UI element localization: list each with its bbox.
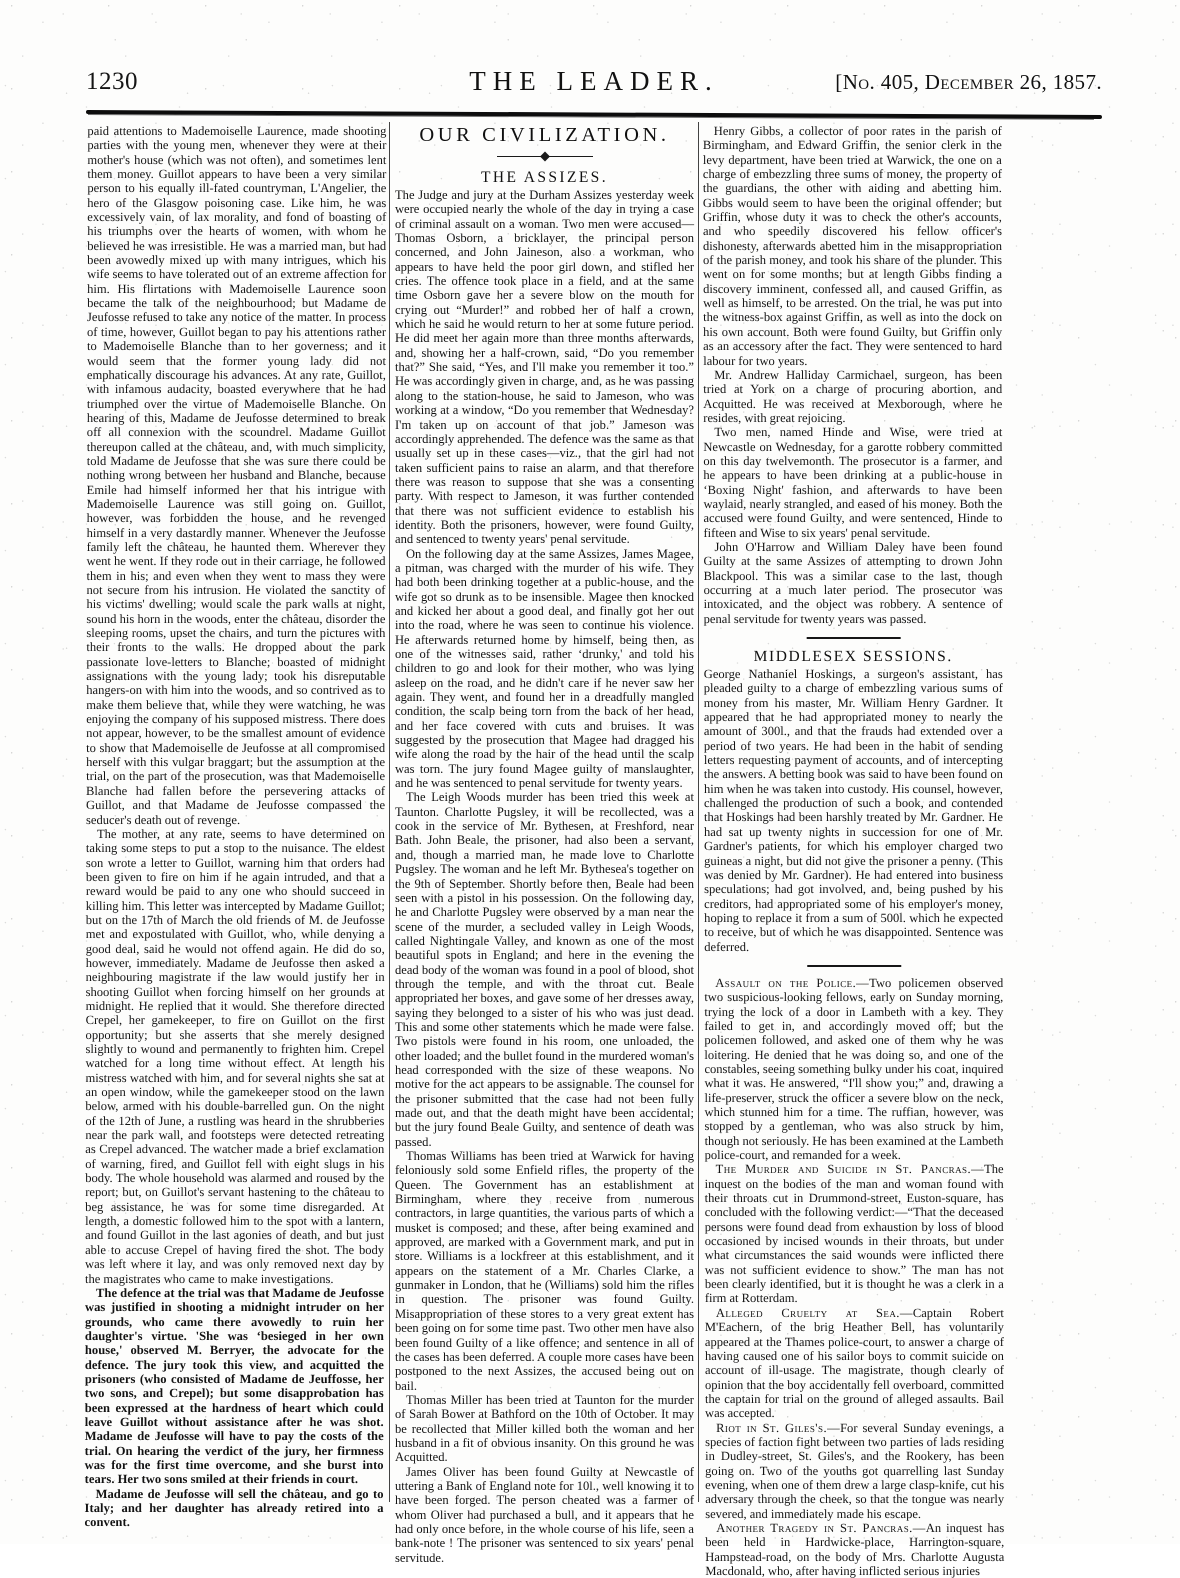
article-paragraph bbox=[704, 976, 1003, 1162]
text-column-2 bbox=[395, 120, 694, 1565]
paragraph-lead-in: Riot in St. Giles's.— bbox=[716, 1420, 841, 1435]
text-column-3 bbox=[702, 120, 1005, 1578]
article-paragraph: The Judge and jury at the Durham Assizes yesterday week were occupied nearly the whole of the day in trying a case of criminal assault on a woman. Two men were accused—Thomas Osborn, a bricklayer, the principal person concerned, and John Jaineson, also a workman, who appears to have held the poor girl down, and stifled her cries. The offence took place in a field, and at the same time Osborn gave her a severe blow on the mouth for crying out “Murder!” and robbed her of half a crown, which he said he would return to her at some future period. He did meet her again more than three months afterwards, and, showing her a half-crown, said, “Do you remember that?” She said, “Yes, and I'll make you remember it too.” He was accordingly given in charge, and, as he was passing along to the station-house, he said to Jameson, who was working at a window, “Do you remember that Wednesday? I'm taken up on account of that job.” Jameson was accordingly apprehended. The defence was the same as that usually set up in these cases—viz., that the girl had not taken sufficient pains to raise an alarm, and that therefore there was reason to suppose that she was a consenting party. With respect to Jameson, it was further contended that there was not sufficient evidence to establish his identity. Both the prisoners, however, were found Guilty, and sentenced to twenty years' penal servitude. bbox=[395, 188, 694, 547]
sub-heading: MIDDLESEX SESSIONS. bbox=[753, 648, 953, 666]
paragraph-text: Captain Robert M'Eachern, of the brig Heather Bell, has voluntarily appeared at the Thames police-court, to answer a charge of having caused one of his sailor boys to commit suicide on account of ill-usage. The magistrate, though clearly of opinion that the boy accidentally fell overboard, committed the captain for trial on the ground of alleged assaults. Bail was accepted. bbox=[704, 1305, 1005, 1421]
article-paragraph: On the following day at the same Assizes, James Magee, a pitman, was charged with the murder of his wife. They had both been drinking together at a public-house, and the wife got so drunk as to be insensible. Magee then knocked and kicked her about a good deal, and finally got her out into the road, where he was seen to continue his violence. He afterwards returned home by himself, being then, as one of the witnesses said, rather ‘drunky,' and told his children to go and look for their mother, who was lying asleep on the road, and he didn't care if he never saw her again. They went, and found her in a dreadfully mangled condition, the scalp being torn from the back of her head, and her face covered with cuts and bruises. It was suggested by the prosecution that Magee had dragged his wife along the road by the hair of the head until the scalp was torn. The jury found Magee guilty of manslaughter, and he was sentenced to penal servitude for twenty years. bbox=[395, 546, 694, 791]
article-paragraph: Thomas Williams has been tried at Warwick for having feloniously sold some Enfield rifles, the property of the Queen. The Government has an establishment at Birmingham, where they receive from numerous contractors, in large quantities, the various parts of which a musket is composed; and these, after being examined and approved, are marked with a Government mark, and put in store. Williams is a lockfreer at this establishment, and it appears on the statement of a Mr. Charles Clarke, a gunmaker in London, that he (Williams) sold him the rifles in question. The prisoner was found Guilty. Misappropriation of these stores to a very great extent has been going on for some time past. Two other men have also been found Guilty of a like offence; and sentence in all of the cases has been deferred. A couple more cases have been postponed to the next Assizes, the accused being out on bail. bbox=[395, 1149, 694, 1393]
sub-heading: THE ASSIZES. bbox=[481, 169, 608, 186]
publication-title: THE LEADER. bbox=[469, 66, 719, 96]
article-paragraph: John O'Harrow and William Daley have been found Guilty at the same Assizes of attempting to drown John Blackpool. This was a similar case to the last, though occurring at a much later period. The prosecutor was intoxicated, and the object was robbery. A sentence of penal servitude for twenty years was passed. bbox=[703, 539, 1003, 626]
section-heading: OUR CIVILIZATION. bbox=[419, 124, 670, 146]
article-paragraph: paid attentions to Mademoiselle Laurence, made shooting parties with the young men, whenever they were at their mother's house (which was not often), and sometimes lent them money. Guillot appears to have been a very similar person to his equally ill-fated countryman, L'Angelier, the hero of the Glasgow poisoning case. Like him, he was excessively vain, of lax morality, and fond of boasting of his triumphs over the hearts of women, with whom he believed he was irresistible. He was a married man, but had been avowedly mixed up with many intrigues, which his wife seems to have tolerated out of an extreme affection for him. His flirtations with Mademoiselle Laurence soon became the talk of the neighbourhood; but Madame de Jeufosse refused to take any notice of the matter. In process of time, however, Guillot began to pay his attentions rather to Mademoiselle Blanche than to her governess; and it would seem that the former young lady did not emphatically discourage his advances. At any rate, Guillot, with infamous audacity, boasted everywhere that he had triumphed over the virtue of Mademoiselle Blanche. On hearing of this, Madame de Jeufosse determined to break off all connexion with the scoundrel. Madame Guillot thereupon called at the château, and, with much simplicity, told Madame de Jeufosse that she was sure there could be nothing wrong between her husband and Blanche, because Emile had himself informed her that his intrigue with Mademoiselle Laurence was still going on. Guillot, however, was forbidden the house, and he revenged himself in a very dastardly manner. Whenever the Jeufosse family left the château, he haunted them. Wherever they went he went. If they rode out in their carriage, he followed them in his; and even when they went to mass they were not secure from his intrusion. He violated the sanctity of his victims' dwelling; would scale the park walls at night, sound his horn in the woods, enter the château, disorder the sleeping rooms, upset the chairs, and turn the pictures with their fronts to the walls. He dropped about the park passionate love-letters to Blanche; boasted of midnight assignations with the young lady; took his disreputable hangers-on with him into the woods, and so contrived as to make them believe that, while they were watching, he was enjoying the company of his supposed mistress. There does not appear, however, to be the smallest amount of evidence to show that Mademoiselle de Jeufosse at all compromised herself with this vulgar braggart; but the assumption at the trial, on the part of the prosecution, was that Mademoiselle Blanche had fallen before the persevering attacks of Guillot, and that Madame de Jeufosse compassed the seducer's death out of revenge. bbox=[85, 124, 387, 827]
paragraph-lead-in: Another Tragedy in St. Pancras.— bbox=[716, 1520, 926, 1535]
paragraph-text: Two policemen observed two suspicious-looking fellows, early on Sunday morning, trying the lock of a door in Lambeth with a key. They failed to get in, and accordingly moved off; but the policemen followed, and asked one of them why he was loitering. He denied that he was doing so, and one of the constables, seeing something bulky under his coat, inquired what it was. He answered, “I'll show you;” and, drawing a life-preserver, struck the officer a severe blow on the neck, which stunned him for a time. The ruffian, however, was stopped by a gentleman, who was also struck by him, though not seriously. He has been examined at the Lambeth police-court, and remanded for a week. bbox=[704, 975, 1004, 1163]
paragraph-text: An inquest has been held in Hardwicke-place, Harrington-square, Hampstead-road, on the body of Mrs. Charlotte Augusta Macdonald, who, after having inflicted serious injuries bbox=[705, 1520, 1005, 1578]
article-paragraph: Two men, named Hinde and Wise, were tried at Newcastle on Wednesday, for a garotte robbery committed on this day twelvemonth. The prosecutor is a farmer, and he appears to have been drinking at a public-house in ‘Boxing Night' fashion, and afterwards to have been waylaid, nearly strangled, and eased of his money. Both the accused were found Guilty, and were sentenced, Hinde to fifteen and Wise to six years' penal servitude. bbox=[703, 425, 1003, 540]
paragraph-lead-in: The Murder and Suicide in St. Pancras.— bbox=[715, 1162, 985, 1177]
article-paragraph: George Nathaniel Hoskings, a surgeon's assistant, has pleaded guilty to a charge of embezzling various sums of money from his master, Mr. William Henry Gardner. It appeared that he had appropriated money to nearly the amount of 300l., and that the frauds had extended over a period of two years. He had been in the habit of sending letters requesting payment of accounts, and of intercepting the answers. A betting book was said to have been found on him when he was taken into custody. His counsel, however, challenged the production of such a book, and contended that Hoskings had been harshly treated by Mr. Gardner. He had sat up twenty nights in succession for one of Mr. Gardner's patients, for which his employer charged two guineas a night, but did not give the prisoner a penny. (This was denied by Mr. Gardner). He had entered into business speculations; had got involved, and, being pushed by his creditors, had appropriated some of his employer's money, hoping to replace it from a sum of 500l. which he expected to receive, but of which he was disappointed. Sentence was deferred. bbox=[703, 667, 1004, 954]
article-paragraph: The mother, at any rate, seems to have determined on taking some steps to put a stop to the nuisance. The eldest son wrote a letter to Guillot, warning him that orders had been given to fire on him if he again intruded, and that a reward would be paid to any one who should succeed in killing him. This letter was intercepted by Madame Guillot; but on the 17th of March the old friends of M. de Jeufosse met and expostulated with Guillot, who, while denying a good deal, said he would not offend again. He did do so, however, immediately. Madame de Jeufosse then asked a neighbouring magistrate if the law would justify her in shooting Guillot when forcing himself on her grounds at midnight. He replied that it would. She therefore directed Crepel, her gamekeeper, to fire on Guillot on the first opportunity; but she asserts that she merely designed slightly to wound and permanently to frighten him. Crepel watched for a long time without effect. At length his mistress watched with him, and for several nights she sat at an open window, while the gamekeeper stood on the lawn below, armed with his double-barrelled gun. On the night of the 12th of June, a rustling was heard in the shrubberies near the park wall, and footsteps were detected retreating as Crepel advanced. The watcher made a brief exclamation of warning, fired, and Guillot fell with eight slugs in his body. The whole household was alarmed and roused by the report; but, on Guillot's servant hastening to the château to beg assistance, he was for some time disregarded. At length, a domestic followed him to the spot with a lantern, and found Guillot in the last agonies of death, and but just able to accuse Crepel of having fired the shot. The body was left where it lay, and was only removed next day by the magistrates who came to make investigations. bbox=[85, 826, 385, 1286]
column-layout bbox=[84, 120, 1102, 1578]
paragraph-lead-in: Assault on the Police.— bbox=[715, 975, 870, 990]
paragraph-text: The inquest on the bodies of the man and woman found with their throats cut in Drummond-street, Euston-square, has concluded with the following verdict:—“That the deceased persons were found dead from exhaustion by loss of blood occasioned by incised wounds in their throats, but under what circumstances the said wounds were inflicted there was not sufficient evidence to show.” The man has not been clearly identified, but it is thought he was a clerk in a firm at Rotterdam. bbox=[704, 1162, 1004, 1306]
paragraph-lead-in: Alleged Cruelty at Sea.— bbox=[715, 1305, 913, 1320]
diamond-ornament-rule bbox=[395, 150, 694, 164]
paragraph-text: For several Sunday evenings, a species of faction fight between two parties of lads residing in Dudley-street, St. Giles's, and the Rookery, has been going on. Two of the youths got quarrelling last Sunday evening, when one of them drew a large clasp-knife, cut his adversary through the cheek, so that the tongue was nearly severed, and immediately made his escape. bbox=[705, 1420, 1005, 1521]
item-separator-rule bbox=[704, 959, 1003, 972]
article-paragraph: Henry Gibbs, a collector of poor rates in the parish of Birmingham, and Edward Griffin, the senior clerk in the levy department, have been tried at Warwick, the one on a charge of embezzling three sums of money, the property of the guardians, the other with aiding and abetting him. Gibbs would seem to have been the original offender; but Griffin, whose duty it was to check the other's accounts, and who speedily discovered his fellow officer's dishonesty, afterwards abetted him in the misappropriation of the parish money, and took his share of the plunder. This went on for some months; but at length Gibbs finding a discovery imminent, confessed all, and caused Griffin, as well as himself, to be arrested. On the trial, he was put into the witness-box against Griffin, as well as into the dock on his own account. Both were found Guilty, but Griffin only as an accessory after the fact. They were sentenced to hard labour for two years. bbox=[702, 124, 1003, 368]
article-paragraph bbox=[705, 1306, 1004, 1421]
text-column-1 bbox=[84, 120, 387, 1530]
article-paragraph: James Oliver has been found Guilty at Newcastle of uttering a Bank of England note for 10l., well knowing it to have been forged. The person cheated was a farmer of whom Oliver had purchased a bull, and it appears that he had only once before, in the whole course of his life, seen a bank-note ! The prisoner was sentenced to six years' penal servitude. bbox=[395, 1464, 694, 1565]
item-separator-rule bbox=[704, 631, 1003, 644]
issue-and-date: [No. 405, December 26, 1857. bbox=[835, 70, 1102, 94]
masthead bbox=[86, 66, 1102, 112]
article-paragraph: The defence at the trial was that Madame de Jeufosse was justified in shooting a midnight intruder on her grounds, who came there avowedly to ruin her daughter's virtue. 'She was ‘besieged in her own house,' observed M. Berryer, the advocate for the defence. The jury took this view, and acquitted the prisoners (who consisted of Madame de Jeuffosse, her two sons, and Crepel); but some disapprobation has been expressed at the hardness of heart which could leave Guillot without assistance after he was shot. Madame de Jeufosse will have to pay the costs of the trial. On hearing the verdict of the jury, her firmness was for the first time overcome, and she burst into tears. Her two sons smiled at their friends in court. bbox=[84, 1285, 385, 1487]
article-paragraph bbox=[705, 1162, 1004, 1305]
page-folio-number: 1230 bbox=[86, 68, 138, 95]
column-divider-1 bbox=[385, 120, 395, 1520]
article-paragraph: The Leigh Woods murder has been tried this week at Taunton. Charlotte Pugsley, it will be recollected, was a cook in the service of Mr. Bythesen, at Freshford, near Bath. John Beale, the prisoner, had also been a servant, and, though a married man, he made love to Charlotte Pugsley. The woman and he left Mr. Bythesea's together on the 9th of September. Shortly before then, Beale had been seen with a pistol in his possession. On the following day, he and Charlotte Pugsley were observed by a man near the scene of the murder, a secluded valley in Leigh Woods, called Nightingale Valley, and known as one of the most beautiful spots in England; and here in the evening the dead body of the woman was found in a pool of blood, shot through the temple, and with the throat cut. Beale appropriated her boxes, and gave some of her dresses away, saying they belonged to a sister of his who was just dead. This and some other statements which he made were false. Two pistols were found in his room, one unloaded, the other loaded; and the bullet found in the murdered woman's head corresponded with the size of these weapons. No motive for the act appears to be assignable. The counsel for the prisoner submitted that the case had not been fully made out, and that the death might have been accidental; but the jury found Beale Guilty, and sentence of death was passed. bbox=[395, 790, 694, 1149]
article-paragraph bbox=[705, 1421, 1004, 1521]
article-paragraph: Madame de Jeufosse will sell the château, and go to Italy; and her daughter has already retired into a convent. bbox=[84, 1486, 384, 1530]
article-paragraph bbox=[705, 1521, 1004, 1578]
article-paragraph: Mr. Andrew Halliday Carmichael, surgeon, has been tried at York on a charge of procuring abortion, and Acquitted. He was received at Mexborough, where he resides, with great rejoicing. bbox=[703, 367, 1003, 425]
article-paragraph: Thomas Miller has been tried at Taunton for the murder of Sarah Bower at Bathford on the 10th of October. It may be recollected that Miller killed both the woman and her husband in a fit of obvious insanity. On this ground he was Acquitted. bbox=[395, 1392, 694, 1465]
